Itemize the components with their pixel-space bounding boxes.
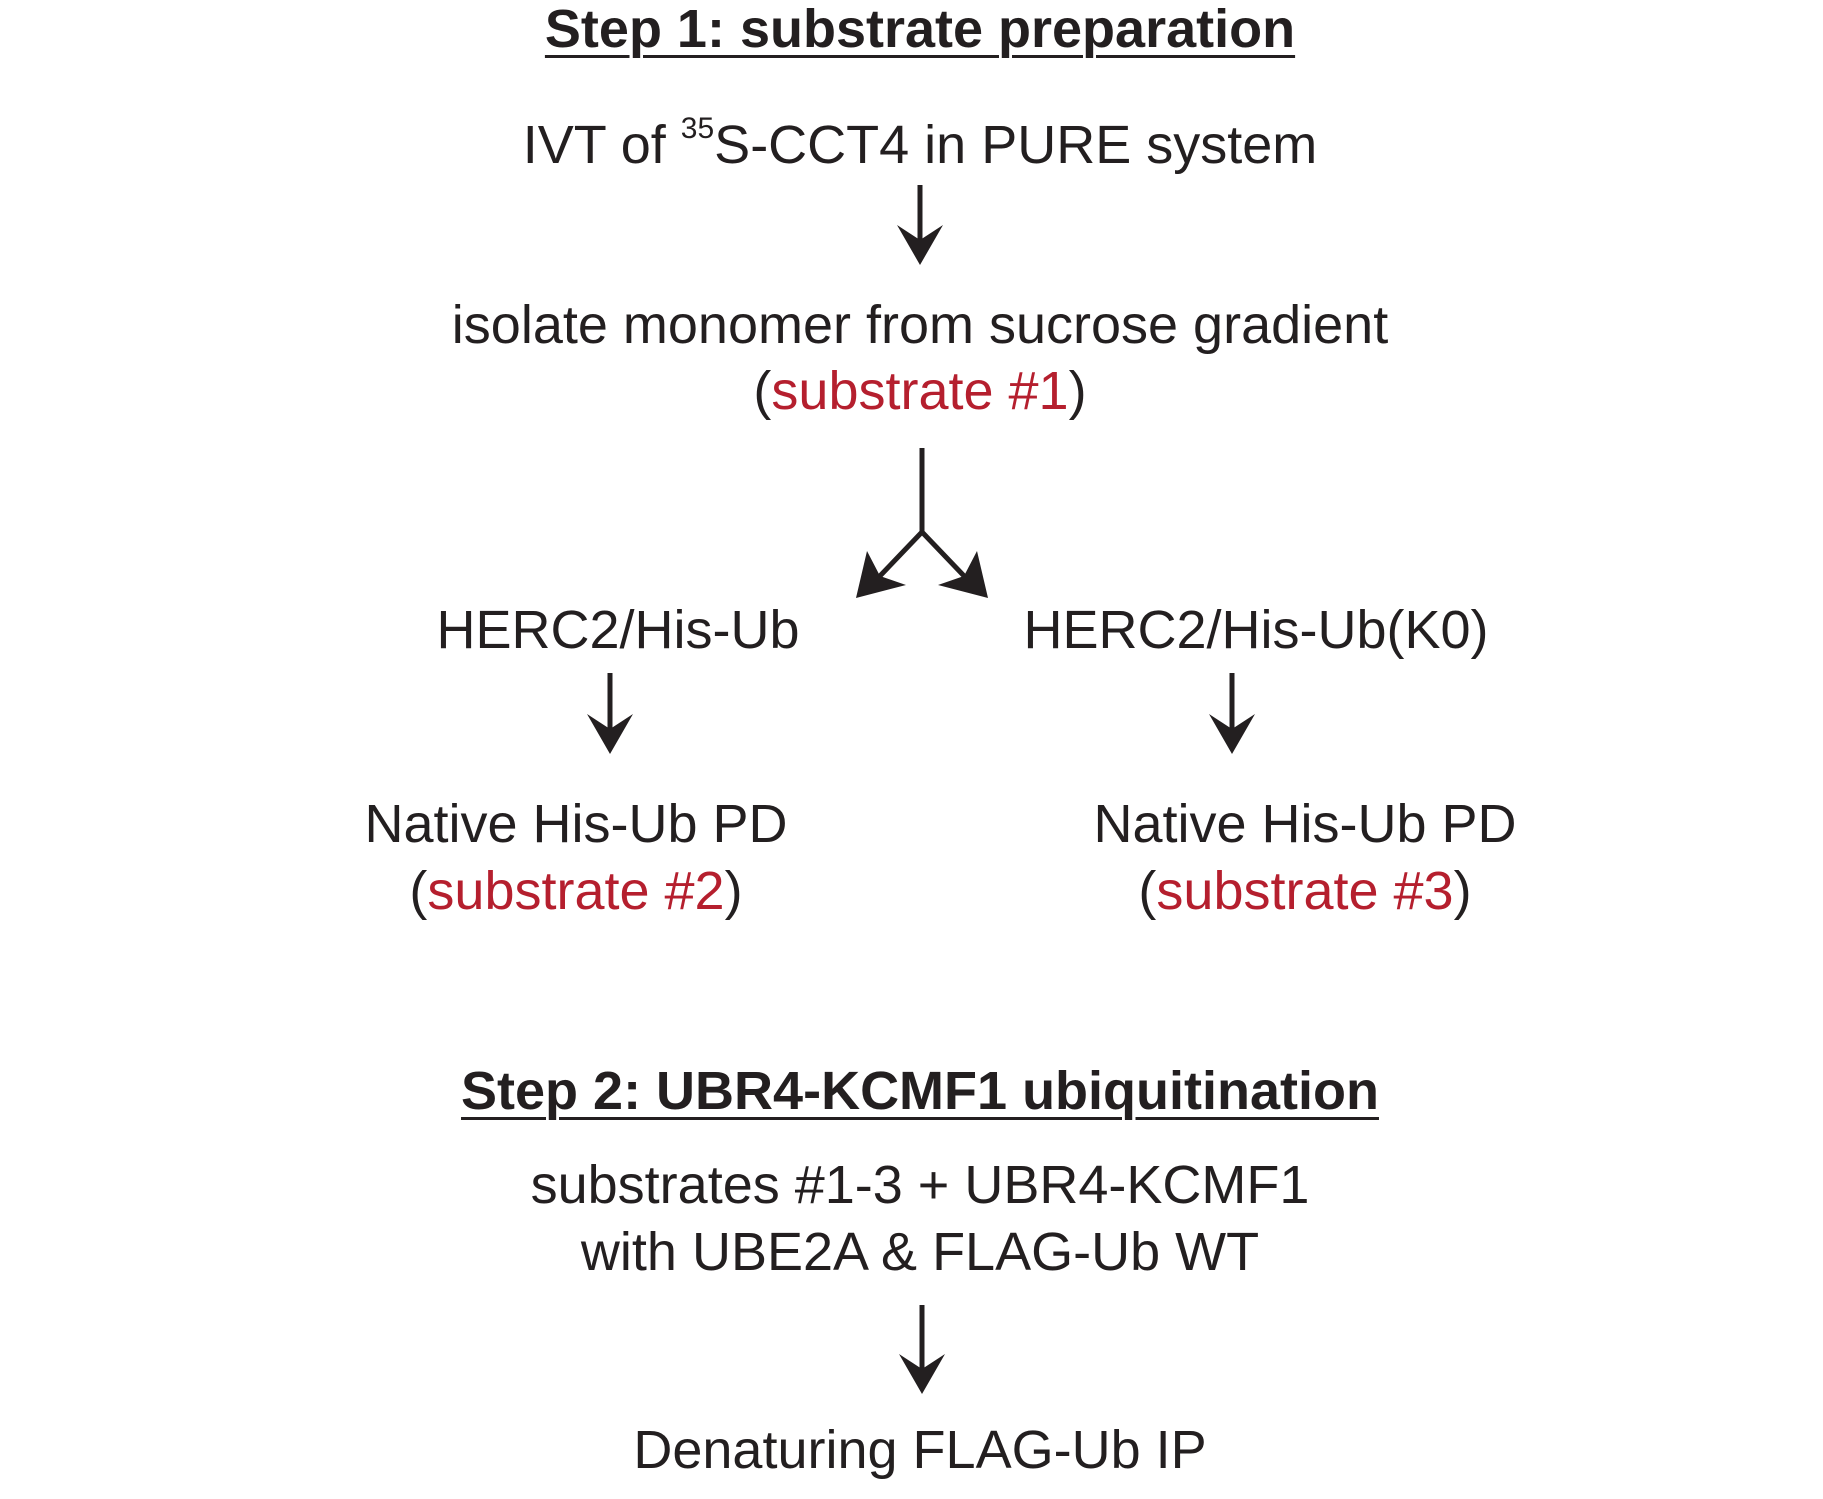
step1-heading: Step 1: substrate preparation [544,0,1296,59]
substrate2-label: (substrate #2) [409,861,743,921]
right-down-arrow-icon [1209,673,1255,754]
ivt-prefix: IVT of [522,115,681,175]
left-down-arrow-icon [587,673,633,754]
substrate3-name: substrate #3 [1156,861,1454,921]
step2-reaction-line2: with UBE2A & FLAG-Ub WT [580,1222,1260,1282]
isotope-superscript: 35 [680,112,715,145]
step2-result: Denaturing FLAG-Ub IP [633,1420,1207,1480]
right-pd-label: Native His-Ub PD [1093,794,1517,854]
split-arrow-icon [856,448,988,598]
ivt-suffix: S-CCT4 in PURE system [714,115,1318,175]
left-branch-label: HERC2/His-Ub [436,600,800,660]
substrate1-name: substrate #1 [771,361,1069,421]
result-down-arrow-icon [899,1305,945,1394]
isolate-monomer-step: isolate monomer from sucrose gradient [451,295,1389,355]
substrate2-name: substrate #2 [427,861,725,921]
substrate1-label: (substrate #1) [753,361,1087,421]
substrate3-label: (substrate #3) [1138,861,1472,921]
right-branch-label: HERC2/His-Ub(K0) [1023,600,1489,660]
step2-reaction-line1: substrates #1-3 + UBR4-KCMF1 [530,1155,1310,1215]
down-arrow-icon [897,185,943,265]
left-pd-label: Native His-Ub PD [364,794,788,854]
step2-heading: Step 2: UBR4-KCMF1 ubiquitination [461,1061,1379,1121]
